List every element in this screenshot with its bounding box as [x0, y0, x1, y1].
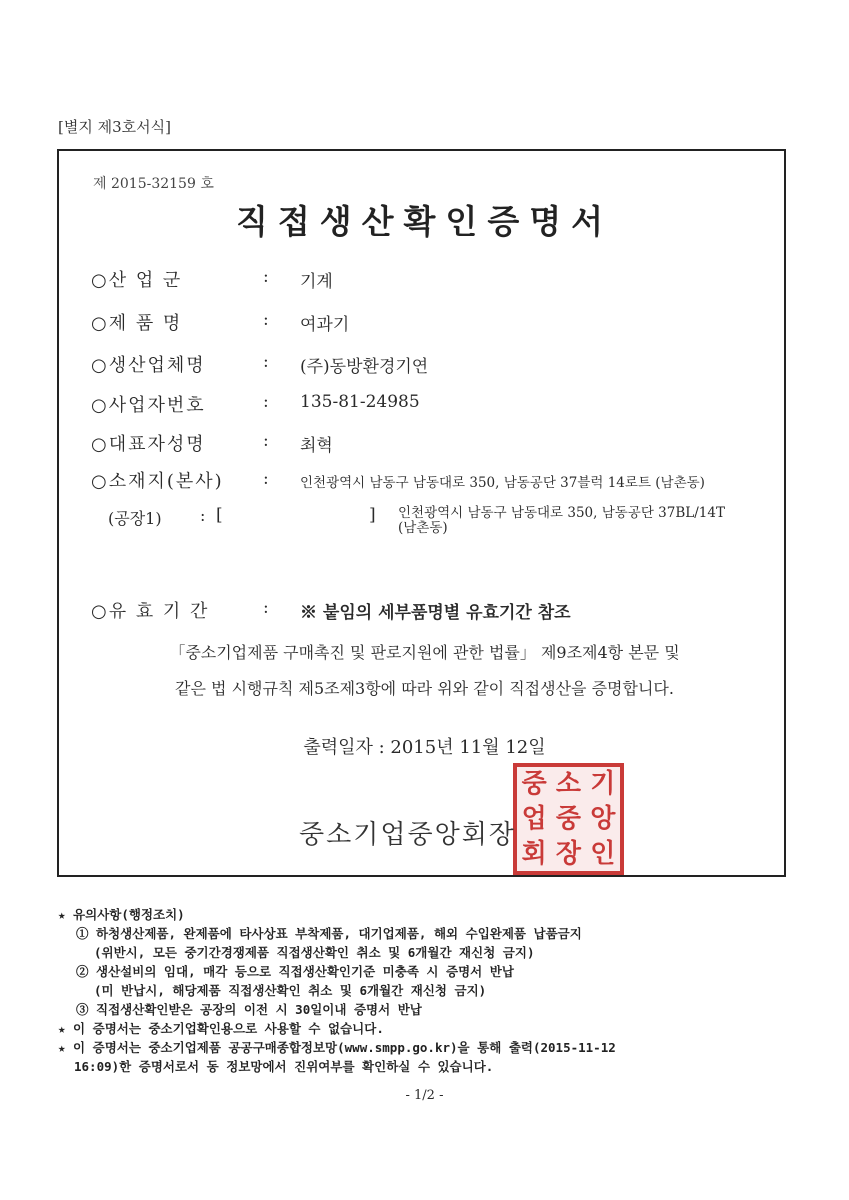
representative-value: 최혁: [300, 436, 333, 456]
industry-value: 기계: [300, 272, 333, 292]
company-value: (주)동방환경기연: [300, 357, 429, 377]
factory-bracket-open: [: [216, 505, 223, 525]
seal-char: 업: [521, 803, 547, 834]
note-item-3: ③ 직접생산확인받은 공장의 이전 시 30일이내 증명서 반납: [76, 1002, 422, 1017]
validity-value: ※ 붙임의 세부품명별 유효기간 참조: [300, 603, 571, 623]
law-text-line1: 「중소기업제품 구매촉진 및 판로지원에 관한 법률」 제9조제4항 본문 및: [169, 643, 680, 662]
business-number-colon: :: [263, 392, 269, 412]
company-colon: :: [263, 352, 269, 372]
seal-char: 소: [555, 769, 582, 800]
official-seal: [513, 763, 624, 875]
certificate-title: 직접생산확인증명서: [236, 202, 613, 241]
hq-address-value: 인천광역시 남동구 남동대로 350, 남동공단 37블럭 14로트 (남촌동): [300, 475, 705, 491]
factory-label: (공장1): [108, 509, 162, 528]
seal-char: 회: [521, 838, 547, 869]
note-verification-line2: 16:09)한 증명서로서 동 정보망에서 진위여부를 확인하실 수 있습니다.: [74, 1059, 494, 1074]
seal-char: 장: [555, 838, 582, 869]
note-not-sme-proof: ★ 이 증명서는 중소기업확인용으로 사용할 수 없습니다.: [58, 1021, 384, 1036]
company-label: ○생산업체명: [91, 355, 206, 376]
issue-date: 출력일자 : 2015년 11월 12일: [303, 737, 546, 758]
industry-colon: :: [263, 267, 269, 287]
representative-label: ○대표자성명: [91, 434, 206, 455]
law-text-line2: 같은 법 시행규칙 제5조제3항에 따라 위와 같이 직접생산을 증명합니다.: [175, 679, 674, 698]
note-item-1-sub: (위반시, 모든 중기간경쟁제품 직접생산확인 취소 및 6개월간 재신청 금지): [94, 945, 535, 960]
factory-colon: :: [200, 506, 206, 525]
note-item-1: ① 하청생산제품, 완제품에 타사상표 부착제품, 대기업제품, 해외 수입완제품 납품금지: [76, 926, 582, 941]
seal-char: 중: [521, 769, 547, 800]
certificate-number: 제 2015-32159 호: [93, 176, 214, 192]
business-number-value: 135-81-24985: [300, 392, 420, 412]
form-label: [별지 제3호서식]: [58, 118, 171, 136]
business-number-label: ○사업자번호: [91, 395, 206, 416]
product-value: 여과기: [300, 315, 350, 335]
validity-label: ○유 효 기 간: [91, 601, 210, 622]
seal-char: 인: [590, 838, 616, 869]
hq-address-label: ○소재지(본사): [91, 471, 224, 492]
product-label: ○제 품 명: [91, 313, 183, 334]
factory-address-line1: 인천광역시 남동구 남동대로 350, 남동공단 37BL/14T: [398, 505, 725, 521]
industry-label: ○산 업 군: [91, 270, 183, 291]
note-verification-line1: ★ 이 증명서는 중소기업제품 공공구매종합정보망(www.smpp.go.kr)을 통해 출력(2015-11-12: [58, 1040, 616, 1055]
factory-address-line2: (남촌동): [398, 520, 448, 536]
notes-heading: ★ 유의사항(행정조치): [58, 907, 185, 922]
validity-colon: :: [263, 598, 269, 618]
hq-address-colon: :: [263, 469, 269, 489]
product-colon: :: [263, 310, 269, 330]
note-item-2-sub: (미 반납시, 해당제품 직접생산확인 취소 및 6개월간 재신청 금지): [94, 983, 487, 998]
seal-char: 앙: [590, 803, 616, 834]
representative-colon: :: [263, 431, 269, 451]
factory-bracket-close: ]: [369, 505, 376, 525]
issuer-name: 중소기업중앙회장: [299, 820, 516, 850]
seal-char: 중: [555, 803, 582, 834]
seal-char: 기: [590, 769, 616, 800]
note-item-2: ② 생산설비의 임대, 매각 등으로 직접생산확인기준 미충족 시 증명서 반납: [76, 964, 514, 979]
page-number: - 1/2 -: [405, 1088, 444, 1103]
